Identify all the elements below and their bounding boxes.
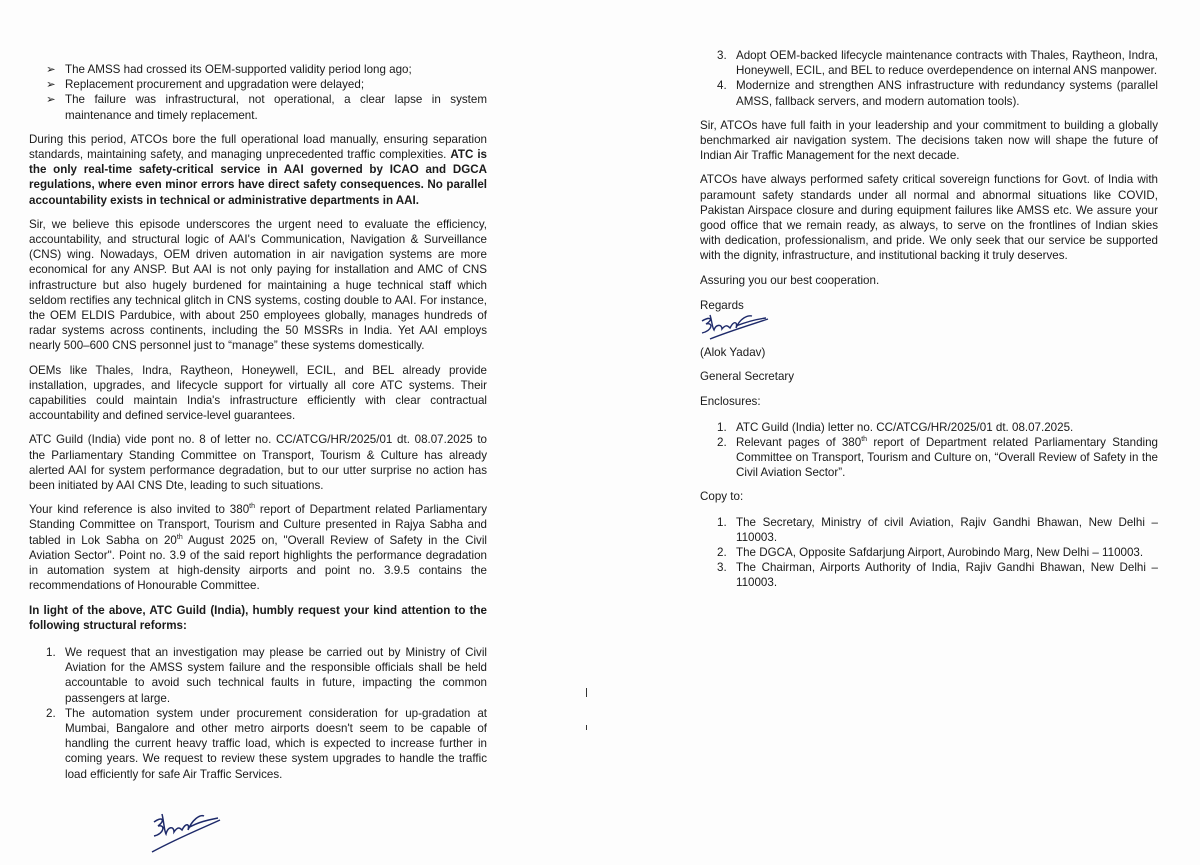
left-page (29, 62, 487, 791)
list-item: 1. We request that an investigation may please be carried out by Ministry of Civil Aviation for the AMSS system failure and the responsible officials shall be held accountable to avoid such technical faults in future, impacting the common passengers at large. (46, 645, 487, 705)
list-item: 2. The DGCA, Opposite Safdarjung Airport, Aurobindo Marg, New Delhi – 110003. (717, 546, 1144, 560)
paragraph-faith: Sir, ATCOs have full faith in your leadership and your commitment to building a globally benchmarked air navigation system. The decisions taken now will shape the future of Indian Air Traffic Management for the next decade. (700, 118, 1158, 163)
list-item: 1. ATC Guild (India) letter no. CC/ATCG/HR/2025/01 dt. 08.07.2025. (717, 420, 1074, 434)
list-item: 2. The automation system under procurement consideration for up-gradation at Mumbai, Bangalore and other metro airports doesn't seem to be capable of handling the current heavy traffic load, which is expected to increase further in coming years. We request to review these system upgrades to handle the traffic load efficiently for safe Air Traffic Services. (46, 706, 487, 781)
designation: General Secretary (700, 370, 795, 384)
list-item: ➢ Replacement procurement and upgradation were delayed; (46, 78, 365, 92)
copy-to-heading: Copy to: (700, 490, 744, 504)
list-item: 2. Relevant pages of 380th report of Department related Parliamentary Standing Committee on Transport, Tourism and Culture on, “Overall Review of Safety in the Civil Aviation Sector”. (717, 435, 1158, 480)
reforms-list-continued (700, 48, 1158, 109)
list-item: 4. Modernize and strengthen ANS infrastructure with redundancy systems (parallel AMSS, fallback servers, and modern automation tools). (717, 79, 1158, 108)
scan-mark (586, 725, 587, 730)
signatory-name: (Alok Yadav) (700, 346, 766, 360)
paragraph-atco-load: During this period, ATCOs bore the full operational load manually, ensuring separation standards, maintaining safety, and managing unprecedented traffic complexities. ATC is the only real-time safety-critical service in AAI governed by ICAO and DGCA regulations, where even minor errors have direct safety consequences. No parallel accountability exists in technical or administrative departments in AAI. (29, 132, 487, 207)
list-item: 1. The Secretary, Ministry of civil Aviation, Rajiv Gandhi Bhawan, New Delhi – 110003. (717, 515, 1158, 544)
list-item: 3. The Chairman, Airports Authority of India, Rajiv Gandhi Bhawan, New Delhi – 110003. (717, 561, 1158, 590)
failure-causes-list (29, 62, 487, 123)
signature-image (700, 313, 780, 345)
signature-image (148, 808, 223, 856)
closing-line: Assuring you our best cooperation. (700, 273, 880, 287)
paragraph-cns-efficiency: Sir, we believe this episode underscores the urgent need to evaluate the efficiency, accountability, and structural logic of AAI's Communication, Navigation & Surveillance (CNS) wing. Nowadays, OEM driven automation in air navigation systems are more economical for any ANSP. But AAI is not only paying for installation and AMC of CNS infrastructure but also hugely burdened for maintaining a huge technical staff which seldom rectifies any technical glitch in CNS systems, costing double to AAI. For instance, the OEM ELDIS Pardubice, with about 250 employees globally, manages hundreds of radar systems across continents, including the 50 MSSRs in India. Yet AAI employs nearly 500–600 CNS personnel just to “manage” these systems domestically. (29, 217, 487, 353)
paragraph-request: In light of the above, ATC Guild (India), humbly request your kind attention to the following structural reforms: (29, 603, 487, 632)
paragraph-oems: OEMs like Thales, Indra, Raytheon, Honeywell, ECIL, and BEL already provide installation, upgrades, and lifecycle support for virtually all core ATC systems. Their capabilities could maintain India's infrastructure efficiently with clear contractual accountability and defined service-level guarantees. (29, 363, 487, 423)
regards: Regards (700, 298, 744, 312)
arrow-bullet-icon: ➢ (46, 78, 56, 92)
enclosures-list (700, 420, 1158, 481)
arrow-bullet-icon: ➢ (46, 63, 56, 76)
right-page (700, 48, 1158, 600)
list-item: 3. Adopt OEM-backed lifecycle maintenance contracts with Thales, Raytheon, Indra, Honeywell, ECIL, and BEL to reduce overdependence on internal ANS manpower. (717, 49, 1158, 78)
arrow-bullet-icon: ➢ (46, 93, 56, 107)
paragraph-atco-functions: ATCOs have always performed safety critical sovereign functions for Govt. of India with paramount safety standards under all normal and abnormal situations like COVID, Pakistan Airspace closure and during equipment failures like AMSS etc. We assure your good office that we remain ready, as always, to serve on the frontlines of Indian skies with dedication, professionalism, and pride. We only seek that our service be supported with the dignity, infrastructure, and institutional backing it truly deserves. (700, 173, 1158, 263)
list-item: ➢ The AMSS had crossed its OEM-supported validity period long ago; (46, 63, 412, 76)
reforms-list (29, 645, 487, 782)
scan-mark (586, 688, 587, 697)
enclosures-heading: Enclosures: (700, 395, 761, 409)
paragraph-380th-report: Your kind reference is also invited to 380th report of Department related Parliamentary Standing Committee on Transport, Tourism and Culture presented in Rajya Sabha and tabled in Lok Sabha on 20th August 2025 on, "Overall Review of Safety in the Civil Aviation Sector". Point no. 3.9 of the said report highlights the performance degradation in automation system at high-density airports and point no. 3.9.5 contains the recommendations of Honourable Committee. (29, 503, 488, 593)
copy-to-list (700, 515, 1158, 591)
list-item: ➢ The failure was infrastructural, not operational, a clear lapse in system maintenance and timely replacement. (46, 93, 487, 122)
paragraph-atc-guild-letter: ATC Guild (India) vide pont no. 8 of letter no. CC/ATCG/HR/2025/01 dt. 08.07.2025 to the Parliamentary Standing Committee on Transport, Tourism & Culture has already alerted AAI for system performance degradation, but to our utter surprise no action has been initiated by AAI CNS Dte, leading to such situations. (29, 433, 487, 493)
